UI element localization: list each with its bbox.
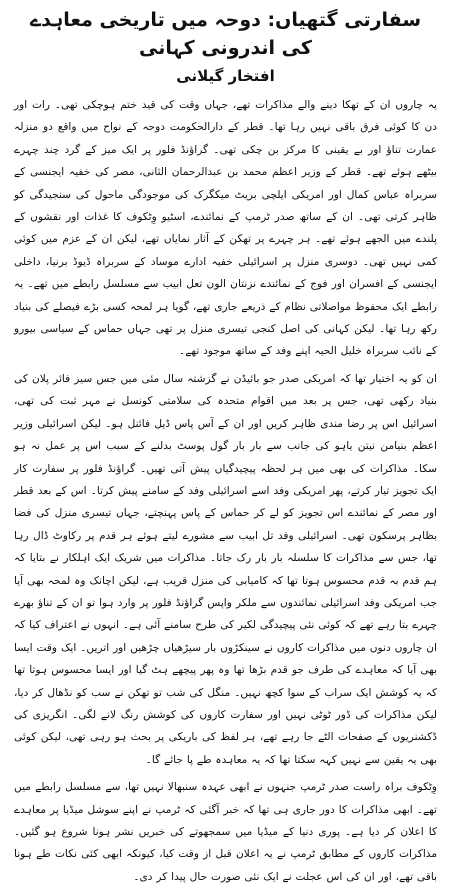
article-paragraph: یہ چاروں ان کے تھکا دینے والے مذاکرات تھے، جہاں وقت کی قید ختم ہوچکی تھی۔ رات اور دن کا کوئی فرق باقی نہیں رہا تھا۔ قطر کے دارالحکومت دوحہ کے نواح میں واقع دو منزلہ عمارت تناؤ اور بے یقینی کا مرکز بن چکی تھی۔ گراؤنڈ فلور پر ایک میز کے گرد چند چہرے بیٹھے ہوئے تھے۔ قطر کے وزیر اعظم محمد بن عبدالرحمان الثانی، مصر کی خفیہ ایجنسی کے سربراہ عباس کمال اور امریکی ایلچی بریٹ میکگرک کی موجودگی ماحول کی سنجیدگی کو ظاہر کرتی تھی۔ ان کے ساتھ صدر ٹرمپ کے نمائندے، اسٹیو وِٹکوف کا غذات اور نقشوں کے پلندے میں الجھے ہوئے تھے۔ ہر چہرے پر تھکن کے آثار نمایاں تھے، لیکن ان کے عزم میں کوئی کمی نہیں تھی۔ دوسری منزل پر اسرائیلی خفیہ ادارے موساد کے سربراہ ڈیوڈ برنیا، داخلی ایجنسی کے افسران اور فوج کے نمائندے نزنتان الون تعل ابیب سے مسلسل رابطے میں تھے۔ یہ رابطے ایک محفوظ مواصلاتی نظام کے ذریعے جاری تھے، گویا ہر لمحہ کسی بڑے فیصلے کی بنیاد رکھ رہا تھا۔ لیکن کہانی کی اصل کنجی تیسری منزل پر تھی جہاں حماس کے سیاسی بیورو کے نائب سربراہ خلیل الحیہ اپنے وفد کے ساتھ موجود تھے۔	[14, 99, 437, 358]
article-title: سفارتی گتھیاں: دوحہ میں تاریخی معاہدے کی اندرونی کہانی	[29, 9, 422, 59]
article-paragraph: وِٹکوف براہ راست صدر ٹرمپ جنہوں نے ابھی عہدہ سنبھالا نہیں تھا، سے مسلسل رابطے میں تھے۔ ابھی مذاکرات کا دور جاری ہی تھا کہ خبر آگئی کہ ٹرمپ نے اپنے سوشل میڈیا پر معاہدے کا اعلان کر دیا ہے۔ پوری دنیا کے میڈیا میں سمجھوتے کی خبریں نشر ہونا شروع ہو گئیں۔ مذاکرات کاروں کے مطابق ٹرمپ نے یہ اعلان قبل از وقت کیا، کیونکہ ابھی کئی نکات طے ہونا باقی تھے، اور ان کی اس عجلت نے ایک نئی صورت حال پیدا کر دی۔	[14, 781, 437, 883]
author-name: افتخار گیلانی	[176, 67, 275, 85]
article-body	[14, 94, 437, 888]
article-paragraph: ان کو یہ اختیار تھا کہ امریکی صدر جو بائیڈن نے گزشتہ سال مئی میں جس سیز فائر پلان کی بنیاد رکھی تھی، جس پر بعد میں اقوام متحدہ کی سلامتی کونسل نے مہر ثبت کی تھی، اسرائیل اس پر رضا مندی ظاہر کریں اور ان کے آس پاس ڈیل فائنل ہو۔ لیکن اسرائیلی وزیر اعظم بنیامن نیتن یاہو کی جانب سے بار بار گول پوسٹ بدلنے کے سبب اس پر عمل نہ ہو سکا۔ مذاکرات کی بھی میں ہر لحظہ پیچیدگیاں پیش آتی تھیں۔ گراؤنڈ فلور پر سفارت کار ایک تجویز تیار کرتے، پھر امریکی وفد اسے اسرائیلی وفد کے سامنے پیش کرتا۔ اس کے بعد قطر اور مصر کے نمائندے اس تجویز کو لے کر حماس کے پاس پہنچتے، جہاں تیسری منزل کی فضا بظاہر پرسکون تھی۔ اسرائیلی وفد تل ابیب سے مشورے لیتے ہوئے ہر قدم پر رکاوٹ ڈال رہا تھا، جس سے مذاکرات کا سلسلہ بار بار رک جاتا۔ مذاکرات میں شریک ایک اہلکار نے بتایا کہ ہم قدم بہ قدم محسوس ہوتا تھا کہ کامیابی کی منزل قریب ہے، لیکن اچانک وہ لمحہ بھی آیا جب امریکی وفد اسرائیلی نمائندوں سے ملکر واپس گراؤنڈ فلور پر وارد ہوا تو ان کے تناؤ بھرے چہرے بتا رہے تھے کہ کوئی نئی پیچیدگی لکیر کی طرح سامنے آئی ہے۔ انہوں نے اعتراف کیا کہ ان چاروں دنوں میں مذاکرات کاروں نے سینکڑوں بار سیڑھیاں چڑھیں اور اتریں۔ ایک وقت ایسا بھی آیا کہ معاہدے کی طرف جو قدم بڑھا تھا وہ پھر پیچھے ہٹ گیا اور ایسا محسوس ہوتا تھا کہ یہ کوشش ایک سراب کے سوا کچھ نہیں۔ منگل کی شب تو تھکن نے سب کو نڈھال کر دیا، لیکن مذاکرات کی ڈور ٹوٹی نہیں اور سفارت کاروں کی کوشش رنگ لانے لگی۔ انگریزی کی ڈکشنریوں کے صفحات الٹے جا رہے تھے، ہر لفظ کی باریکی پر بحث ہو رہی تھی، لیکن کوئی بھی یہ یقین سے نہیں کہہ سکتا تھا کہ یہ معاہدہ طے پا جائے گا۔	[14, 372, 437, 766]
